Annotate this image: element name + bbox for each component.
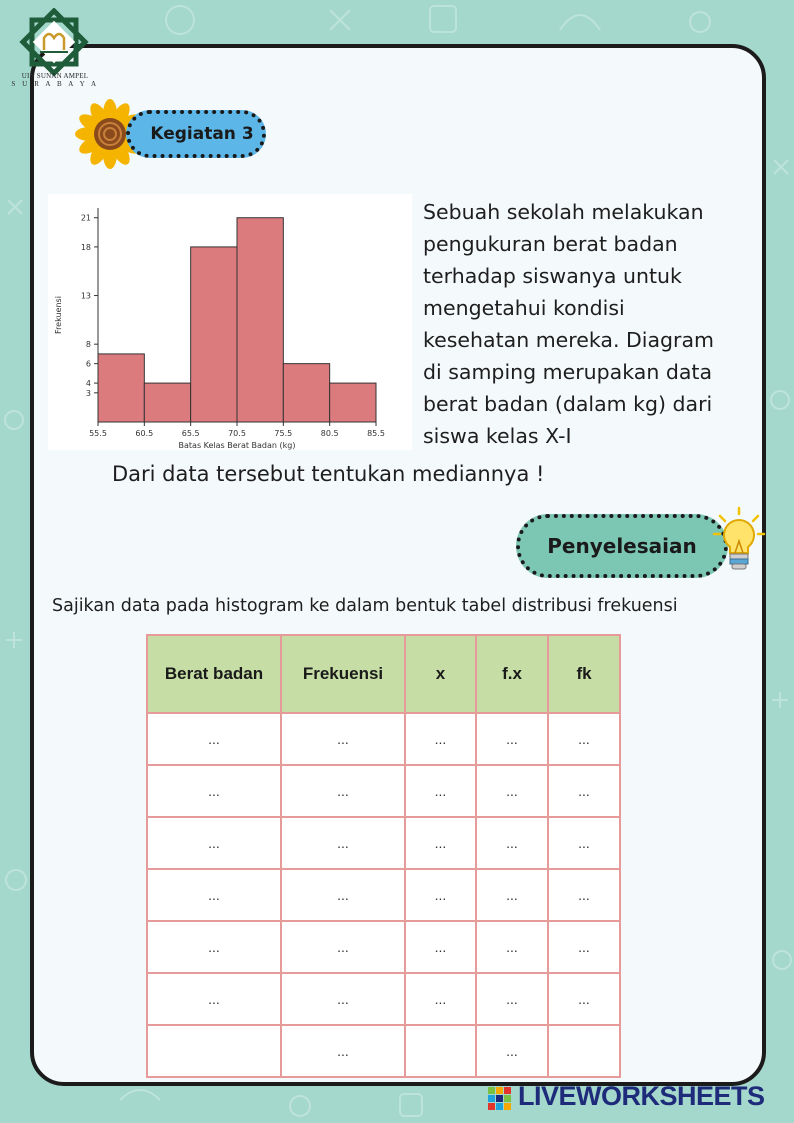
histogram-bar [283, 364, 329, 422]
table-row [147, 973, 620, 1025]
table-cell[interactable]: ... [281, 765, 405, 817]
y-tick-label: 13 [80, 291, 91, 301]
x-tick-label: 75.5 [274, 429, 293, 438]
table-cell[interactable]: ... [281, 973, 405, 1025]
y-axis-label: Frekuensi [54, 296, 63, 334]
table-cell[interactable]: ... [281, 1025, 405, 1077]
table-cell[interactable]: ... [548, 713, 620, 765]
table-cell[interactable]: ... [548, 921, 620, 973]
table-cell [405, 1025, 476, 1077]
table-cell[interactable]: ... [476, 713, 548, 765]
liveworksheets-brand: LIVEWORKSHEETS [518, 1081, 765, 1111]
table-row [147, 713, 620, 765]
logo-line-1: UIN SUNAN AMPEL [21, 72, 89, 80]
table-cell[interactable]: ... [476, 817, 548, 869]
paragraph-line: pengukuran berat badan [423, 232, 678, 256]
table-cell[interactable]: ... [281, 817, 405, 869]
table-row [147, 817, 620, 869]
table-cell[interactable]: ... [147, 713, 281, 765]
x-tick-label: 70.5 [228, 429, 246, 438]
header-berat-badan: Berat badan [147, 635, 281, 713]
table-cell[interactable]: ... [548, 869, 620, 921]
table-cell[interactable]: ... [147, 765, 281, 817]
table-row [147, 1025, 620, 1077]
paragraph-line: siswa kelas X-I [423, 424, 572, 448]
table-cell[interactable]: ... [147, 921, 281, 973]
activity-label: Kegiatan 3 [150, 124, 254, 144]
table-cell[interactable]: ... [476, 869, 548, 921]
question-text: Dari data tersebut tentukan mediannya ! [112, 462, 545, 486]
table-cell[interactable]: ... [281, 921, 405, 973]
header-frekuensi: Frekuensi [281, 635, 405, 713]
y-tick-label: 21 [80, 213, 91, 223]
liveworksheets-logo-icon [488, 1087, 512, 1111]
paragraph-line: mengetahui kondisi [423, 296, 625, 320]
table-cell[interactable]: ... [281, 869, 405, 921]
table-cell[interactable]: ... [405, 765, 476, 817]
solution-label: Penyelesaian [547, 534, 697, 558]
table-row [147, 921, 620, 973]
x-axis-label: Batas Kelas Berat Badan (kg) [178, 441, 296, 450]
header-x: x [405, 635, 476, 713]
histogram-bar [144, 383, 190, 422]
table-cell[interactable]: ... [405, 817, 476, 869]
table-cell[interactable]: ... [548, 973, 620, 1025]
logo-caption [10, 72, 100, 88]
solution-badge [516, 514, 728, 578]
paragraph-line: terhadap siswanya untuk [423, 264, 682, 288]
paragraph-line: berat badan (dalam kg) dari [423, 392, 713, 416]
table-cell [147, 1025, 281, 1077]
y-tick-label: 18 [80, 242, 91, 252]
y-tick-label: 4 [85, 379, 91, 389]
y-tick-label: 6 [85, 359, 91, 369]
x-tick-label: 80.5 [320, 429, 339, 438]
paragraph-line: kesehatan mereka. Diagram [423, 328, 715, 352]
histogram-bar [237, 218, 283, 422]
logo-line-2: S U R A B A Y A [11, 80, 99, 88]
histogram-svg [48, 194, 412, 450]
table-header-row [147, 635, 620, 713]
instruction-text: Sajikan data pada histogram ke dalam bentuk tabel distribusi frekuensi [52, 596, 678, 616]
table-cell[interactable]: ... [405, 973, 476, 1025]
y-tick-label: 3 [85, 388, 91, 398]
x-tick-label: 85.5 [367, 429, 385, 438]
x-tick-label: 55.5 [89, 429, 107, 438]
table-row [147, 869, 620, 921]
histogram-bar [330, 383, 376, 422]
table-cell[interactable]: ... [147, 817, 281, 869]
table-cell[interactable]: ... [147, 973, 281, 1025]
paragraph-line: Sebuah sekolah melakukan [423, 200, 704, 224]
table-cell[interactable]: ... [405, 713, 476, 765]
table-cell[interactable]: ... [476, 921, 548, 973]
table-row [147, 765, 620, 817]
lightbulb-icon [712, 504, 766, 578]
activity-badge [126, 110, 266, 158]
table-cell[interactable]: ... [405, 869, 476, 921]
histogram-bar [98, 354, 144, 422]
header-fx: f.x [476, 635, 548, 713]
frequency-table [146, 634, 621, 1078]
table-cell[interactable]: ... [476, 973, 548, 1025]
table-cell[interactable]: ... [476, 765, 548, 817]
table-cell[interactable]: ... [281, 713, 405, 765]
paragraph-line: di samping merupakan data [423, 360, 713, 384]
histogram-chart [48, 194, 412, 450]
problem-paragraph [423, 196, 763, 452]
table-cell[interactable]: ... [405, 921, 476, 973]
x-tick-label: 60.5 [135, 429, 154, 438]
header-fk: fk [548, 635, 620, 713]
table-cell[interactable]: ... [147, 869, 281, 921]
table-cell[interactable]: ... [476, 1025, 548, 1077]
table-cell[interactable]: ... [548, 817, 620, 869]
table-cell [548, 1025, 620, 1077]
x-tick-label: 65.5 [181, 429, 200, 438]
y-tick-label: 8 [85, 340, 91, 350]
histogram-bar [191, 247, 237, 422]
table-cell[interactable]: ... [548, 765, 620, 817]
